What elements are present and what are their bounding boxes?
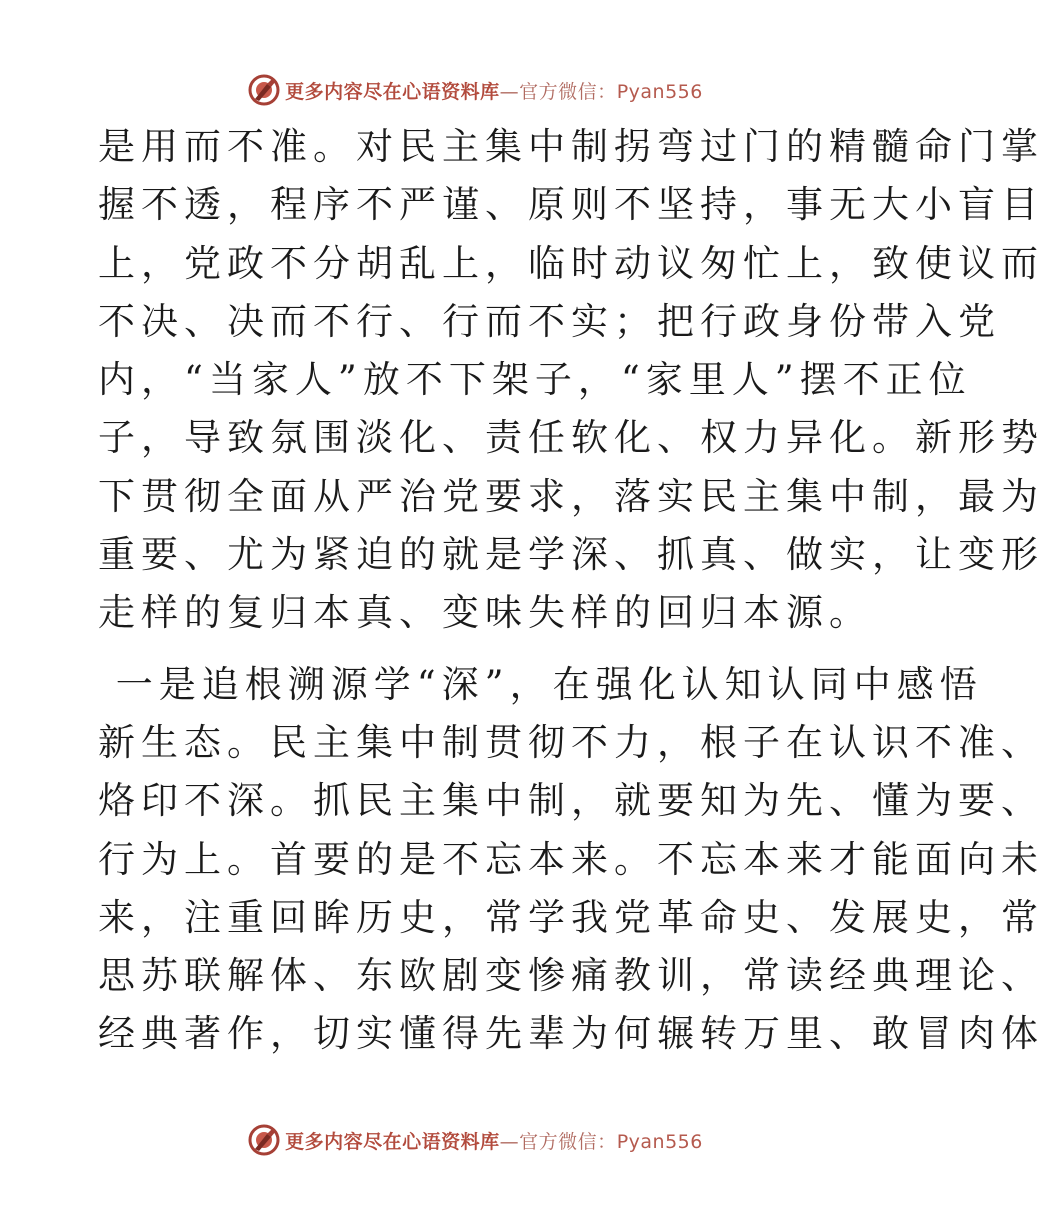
banner-text [285, 77, 703, 104]
header-watermark-banner [0, 70, 950, 110]
pen-nib-circle-icon [247, 73, 281, 107]
banner-title: 更多内容尽在心语资料库 [285, 80, 500, 103]
text-line: 烙印不深。抓民主集中制，就要知为先、懂为要、 [98, 779, 1044, 823]
text-line: 是用而不准。对民主集中制拐弯过门的精髓命门掌 [98, 125, 1044, 168]
text-line: 走样的复归本真、变味失样的回归本源。 [98, 591, 872, 635]
text-line: 下贯彻全面从严治党要求，落实民主集中制，最为 [98, 474, 1044, 518]
document-body [98, 118, 1044, 1064]
text-line: 内，“当家人”放不下架子，“家里人”摆不正位 [98, 358, 972, 402]
text-line: 上，党政不分胡乱上，临时动议匆忙上，致使议而 [98, 241, 1044, 285]
footer-watermark-banner [0, 1120, 950, 1160]
banner-text [285, 1127, 703, 1154]
banner-wechat-label: —官方微信： [499, 1130, 617, 1153]
text-line: 握不透，程序不严谨、原则不坚持，事无大小盲目 [98, 183, 1044, 227]
banner-wechat-label: —官方微信： [499, 80, 617, 103]
text-line: 来，注重回眸历史，常学我党革命史、发展史，常 [98, 895, 1044, 939]
banner-wechat-id: Pyan556 [616, 1130, 703, 1153]
text-line: 一是追根溯源学“深”，在强化认知认同中感悟 [98, 662, 983, 706]
text-line: 经典著作，切实懂得先辈为何辗转万里、敢冒肉体 [98, 1012, 1044, 1056]
pen-nib-circle-icon [247, 1123, 281, 1157]
banner-title: 更多内容尽在心语资料库 [285, 1130, 500, 1153]
paragraph-1 [98, 118, 1044, 643]
text-line: 行为上。首要的是不忘本来。不忘本来才能面向未 [98, 837, 1044, 881]
text-line: 不决、决而不行、行而不实；把行政身份带入党 [98, 299, 1001, 343]
text-line: 新生态。民主集中制贯彻不力，根子在认识不准、 [98, 720, 1044, 764]
text-line: 思苏联解体、东欧剧变惨痛教训，常读经典理论、 [98, 954, 1044, 998]
paragraph-2 [98, 656, 1044, 1064]
banner-wechat-id: Pyan556 [616, 80, 703, 103]
text-line: 子，导致氛围淡化、责任软化、权力异化。新形势 [98, 416, 1044, 460]
text-line: 重要、尤为紧迫的就是学深、抓真、做实，让变形 [98, 533, 1044, 577]
